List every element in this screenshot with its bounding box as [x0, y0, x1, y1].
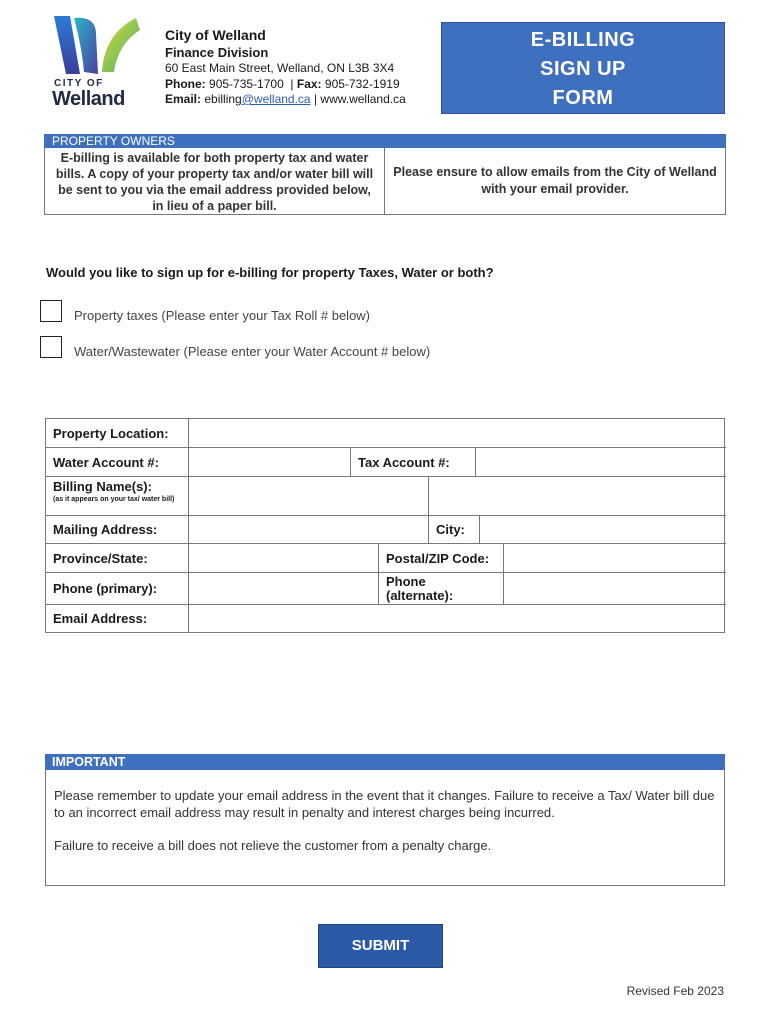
important-paragraph-1: Please remember to update your email address in the event that it changes. Failure to receive a Tax/ Water bill due to an incorrect email address may result in penalty and interest charges being incurred.	[54, 788, 715, 820]
banner-line-2: SIGN UP	[540, 58, 626, 80]
allow-emails-text: Please ensure to allow emails from the City of Welland with your email provider.	[393, 165, 717, 196]
postal-label: Postal/ZIP Code:	[379, 544, 504, 573]
website[interactable]: www.welland.ca	[320, 92, 406, 106]
revision-date: Revised Feb 2023	[626, 984, 724, 998]
property-taxes-checkbox[interactable]	[40, 300, 62, 322]
water-account-label: Water Account #:	[46, 448, 189, 477]
phone-alt-input[interactable]	[504, 573, 726, 605]
form-title-banner	[441, 22, 725, 114]
welland-w-icon	[52, 14, 142, 76]
phone-fax-line: Phone: 905-735-1700 | Fax: 905-732-1919	[165, 76, 400, 91]
property-location-input[interactable]	[189, 419, 726, 448]
logo-city-of: CITY OF	[54, 78, 104, 89]
property-owners-heading: PROPERTY OWNERS	[44, 134, 726, 148]
email-link[interactable]: @welland.ca	[241, 92, 311, 106]
phone-label: Phone:	[165, 76, 206, 91]
mailing-address-input[interactable]	[189, 516, 429, 544]
postal-input[interactable]	[504, 544, 726, 573]
division-name: Finance Division	[165, 45, 269, 60]
phone-primary-input[interactable]	[189, 573, 379, 605]
billing-names-text: Billing Name(s):	[53, 479, 152, 494]
tax-account-input[interactable]	[476, 448, 726, 477]
option-water	[40, 336, 540, 360]
water-label: Water/Wastewater (Please enter your Water Account # below)	[74, 344, 431, 359]
city-input[interactable]	[480, 516, 726, 544]
email-label: Email:	[165, 92, 202, 106]
billing-names-label	[46, 477, 189, 516]
billing-names-note: (as it appears on your tax/ water bill)	[53, 496, 175, 503]
banner-line-1: E-BILLING	[530, 29, 636, 51]
important-heading: IMPORTANT	[45, 754, 725, 770]
fax-number: 905-732-1919	[324, 76, 400, 91]
property-location-label: Property Location:	[46, 419, 189, 448]
city-label: City:	[429, 516, 480, 544]
mailing-address-label: Mailing Address:	[46, 516, 189, 544]
property-owners-box	[44, 148, 726, 215]
city-logo	[52, 14, 142, 110]
email-web-line: Email: ebilling@welland.ca | www.welland.ca	[165, 92, 406, 106]
water-checkbox[interactable]	[40, 336, 62, 358]
fax-label: Fax:	[296, 76, 322, 91]
organization-info	[165, 27, 406, 108]
phone-alt-label: Phone (alternate):	[379, 573, 504, 605]
signup-question: Would you like to sign up for e-billing for property Taxes, Water or both?	[46, 265, 494, 280]
email-address-label: Email Address:	[46, 605, 189, 633]
email-prefix: ebilling	[204, 92, 242, 106]
water-account-input[interactable]	[189, 448, 351, 477]
important-paragraph-2: Failure to receive a bill does not relieve the customer from a penalty charge.	[54, 838, 492, 853]
billing-names-input-1[interactable]	[189, 477, 429, 516]
account-info-form	[45, 418, 725, 633]
ebilling-info-text: E-billing is available for both property tax and water bills. A copy of your property tax and/or water bill will be sent to you via the email address provided below, in lieu of a paper bill.	[45, 148, 385, 214]
banner-line-3: FORM	[552, 87, 614, 109]
org-name: City of Welland	[165, 27, 266, 43]
address: 60 East Main Street, Welland, ON L3B 3X4	[165, 61, 395, 75]
logo-welland: Welland	[52, 88, 125, 110]
property-taxes-label: Property taxes (Please enter your Tax Roll # below)	[74, 308, 371, 323]
phone-primary-label: Phone (primary):	[46, 573, 189, 605]
province-label: Province/State:	[46, 544, 189, 573]
email-address-input[interactable]	[189, 605, 726, 633]
tax-account-label: Tax Account #:	[351, 448, 476, 477]
billing-names-input-2[interactable]	[429, 477, 726, 516]
option-property-taxes	[40, 300, 540, 324]
phone-number: 905-735-1700	[209, 76, 284, 91]
province-input[interactable]	[189, 544, 379, 573]
important-box	[45, 770, 725, 886]
submit-button[interactable]: SUBMIT	[318, 924, 443, 968]
